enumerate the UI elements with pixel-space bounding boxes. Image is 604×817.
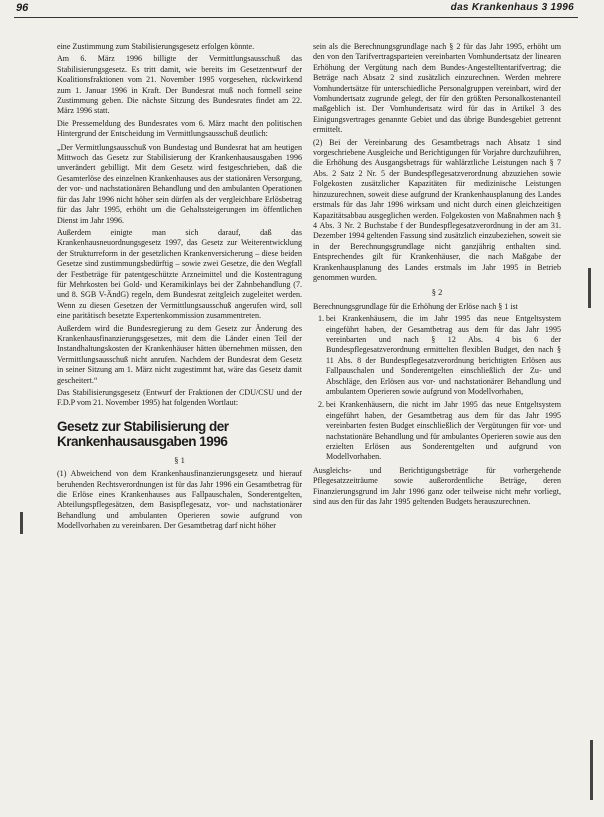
law-title-heading: Gesetz zur Stabilisierung der Krankenhausausgaben 1996: [57, 418, 229, 449]
paragraph: Die Pressemeldung des Bundesrates vom 6. März macht den politischen Hintergrund der Entscheidung im Vermittlungsausschuß deutlich:: [57, 118, 302, 139]
paragraph: (1) Abweichend von dem Krankenhausfinanzierungsgesetz und hierauf beruhenden Rechtsverordnungen ist für das Jahr 1996 ein Gesamtbetrag für die Erlöse eines Krankenhauses aus Fallpauschalen, Sonderentgelten, Abteilungspflegesätzen, dem Basispflegesatz, vor- und nachstationärer Behandlung und ambulanten Operieren sowie aufgrund von Modellvorhaben zu vereinbaren. Der Gesamtbetrag darf nicht höher: [57, 469, 302, 531]
page-number: 96: [16, 2, 29, 14]
header-rule: [14, 17, 578, 18]
left-column: [57, 42, 302, 534]
paragraph: Am 6. März 1996 billigte der Vermittlungsausschuß das Stabilisierungsgesetz. Es tritt damit, wie bereits im Gesetzentwurf der Koalitionsfraktionen vom 21. November 1995 vorgesehen, rückwirkend zum 1. Januar 1996 in Kraft. Der Bundesrat muß noch formell seine Zustimmung geben. Die nächste Sitzung des Bundesrates findet am 22. März 1996 statt.: [57, 54, 302, 116]
paragraph: Außerdem wird die Bundesregierung zu dem Gesetz zur Änderung des Krankenhausfinanzierungsgesetzes, mit dem die Länder einen Teil der Instandhaltungskosten der Krankenhäuser hätten übernehmen müssen, den Vermittlungsausschuß nicht anrufen. Nachdem der Bundesrat dem Gesetz in seiner Sitzung am 1. März nicht zugestimmt hat, wäre das Gesetz damit gescheitert.“: [57, 323, 302, 385]
section-marker: § 2: [431, 287, 443, 298]
right-column: [313, 42, 561, 509]
list-item: 1. bei Krankenhäusern, die im Jahr 1995 das neue Entgeltsystem eingeführt haben, der Gesamtbetrag aus dem für das Jahr 1995 vereinbarten und nach § 12 Abs. 4 bis 6 der Bundespflegesatzverordnung ermittelten flexiblen Budget, den nach § 11 Abs. 8 der Bundespflegesatzverordnung berichtigten Erlösen aus Fallpauschalen und Sonderentgelten einschließlich der Zu- und Abschläge, den Erlösen aus vor- und nachstationärer Behandlung und ambulantem Operieren sowie aufgrund von Modellvorhaben,: [326, 314, 561, 397]
margin-mark: [590, 740, 593, 800]
list-item: 2. bei Krankenhäusern, die nicht im Jahr 1995 das neue Entgeltsystem eingeführt haben, der Gesamtbetrag aus dem für das Jahr 1995 vereinbarten festen Budget einschließlich der Vergütungen für vor- und nachstationäre Behandlung und für ambulantes Operieren sowie aus den erzielten Erlösen aus Sonderentgelten und aufgrund von Modellvorhaben.: [326, 400, 561, 462]
quoted-press-release: „Der Vermittlungsausschuß von Bundestag und Bundesrat hat am heutigen Mittwoch das Gesetz zur Stabilisierung der Krankenhausausgaben 1996 unverändert gebilligt. Mit dem Gesetz wird festgeschrieben, daß die Gesamterlöse des einzelnen Krankenhauses aus der stationären Versorgung, der vor- und nachstationären Behandlung und den ambulanten Operationen für das Jahr 1996 nicht höher sein dürfen als der vergleichbare Erlösbetrag für das Jahr 1995, erhöht um die Gehaltssteigerungen im öffentlichen Dienst im Jahr 1996.: [57, 142, 302, 225]
section-marker: § 1: [174, 454, 185, 465]
paragraph: eine Zustimmung zum Stabilisierungsgesetz erfolgen könnte.: [57, 42, 255, 51]
paragraph: Ausgleichs- und Berichtigungsbeträge für vorhergehende Pflegesatzzeiträume sowie außerordentliche Beträge, deren Finanzierungsgrund im Jahr 1996 ganz oder teilweise nicht mehr vorliegt, sind aus den für das Jahr 1995 geltenden Budgets herauszurechnen.: [313, 465, 561, 507]
paragraph: Berechnungsgrundlage für die Erhöhung der Erlöse nach § 1 ist: [313, 301, 518, 311]
paragraph: Das Stabilisierungsgesetz (Entwurf der Fraktionen der CDU/CSU und der F.D.P vom 21. November 1995) hat folgenden Wortlaut:: [57, 388, 302, 408]
paragraph: Außerdem einigte man sich darauf, daß das Krankenhausneuordnungsgesetz 1997, das Gesetz zur Weiterentwicklung der Strukturreform in der gesetzlichen Krankenversicherung – diese beiden Gesetze sind zustimmungsbedürftig – sowie zwei Gesetze, die den Wegfall der Festbeträge für patentgeschützte Arzneimittel und die Kostentragung für Mehrkosten bei Gold- und Keramikinlays bei der Zahnbehandlung (7. und 8. SGB V-ÄndG) regeln, dem Bundesrat zeitgleich zugeleitet werden. Wenn zu diesen Gesetzen der Vermittlungsausschuß angerufen wird, soll eine paritätisch besetzte Expertenkommission zusammentreten.: [57, 227, 302, 321]
paragraph: sein als die Berechnungsgrundlage nach § 2 für das Jahr 1995, erhöht um den von den Tarifvertragsparteien vereinbarten Vomhundertsatz der linearen Erhöhung der Vergütung nach dem Bundes-Angestelltentarifvertrag; die Beträge nach Absatz 2 sind zusätzlich einzurechnen. Werden mehrere Vomhundertsätze für unterschiedliche Personalgruppen vereinbart, wird der Vomhundertsatz zugrunde gelegt, der für den größten Personalkostenanteil maßgeblich ist. Der Vomhundertsatz wird für das in Artikel 3 des Einigungsvertrages genannte Gebiet und das übrige Bundesgebiet getrennt ermittelt.: [313, 42, 561, 135]
margin-mark: [20, 512, 23, 534]
paragraph: (2) Bei der Vereinbarung des Gesamtbetrags nach Absatz 1 sind vorgeschriebene Ausgleiche und Berichtigungen für Vorjahre durchzuführen, die Erhöhung des Ausgangsbetrags für wahlärztliche Leistungen nach § 7 Abs. 2 Satz 2 Nr. 5 der Bundespflegesatzverordnung abzuziehen sowie Folgekosten zusätzlicher Kapazitäten für medizinische Leistungen hinzuzurechnen, soweit diese aufgrund der Krankenhausplanung des Landes erstmals für das Jahr 1996 wirksam und nicht durch einen gleichzeitigen Kapazitätsabbau ausgeglichen werden. Folgekosten von Maßnahmen nach § 4 Abs. 3 Nr. 2 Buchstabe f der Bundespflegesatzverordnung in der am 31. Dezember 1994 geltenden Fassung sind zusätzlich einzubeziehen, soweit sie in der Berechnungsgrundlage nicht ganzjährig enthalten sind. Entsprechendes gilt für Krankenhäuser, die nach Maßgabe der Krankenhausplanung des Landes erstmals im Jahr 1995 in Betrieb genommen wurden.: [313, 137, 561, 282]
margin-mark: [588, 268, 591, 308]
numbered-list: [313, 314, 561, 463]
journal-title: das Krankenhaus 3 1996: [450, 2, 574, 13]
